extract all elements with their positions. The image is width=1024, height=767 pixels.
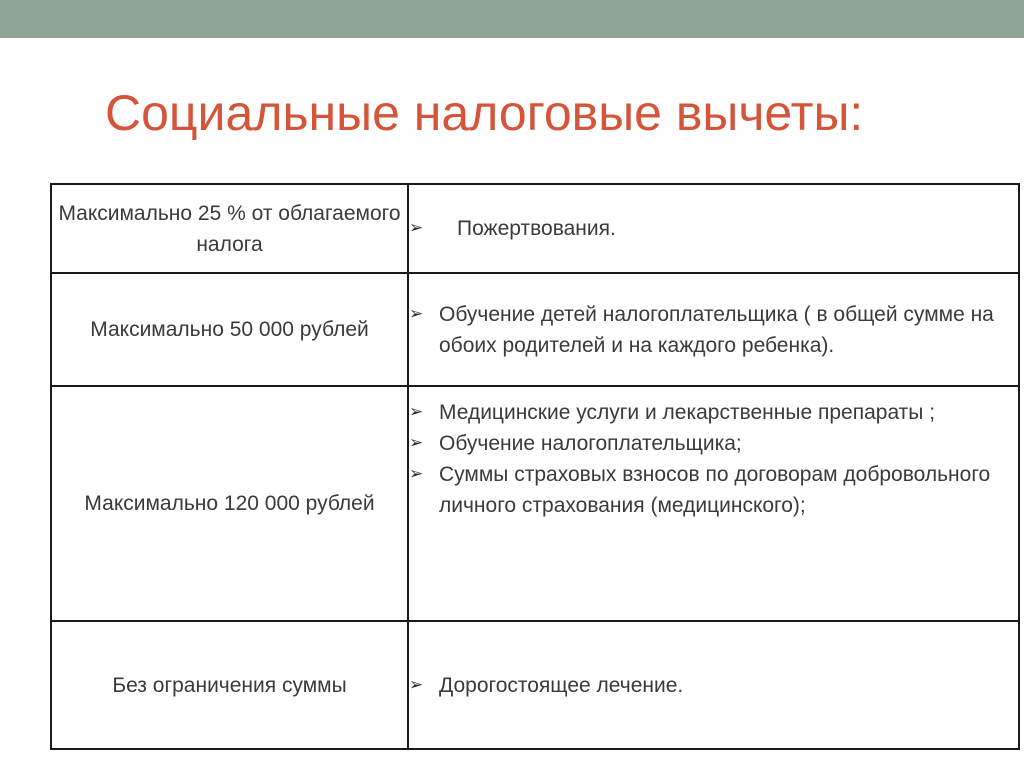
list-item-text: Медицинские услуги и лекарственные препараты ;	[439, 401, 936, 424]
table-row	[51, 184, 1019, 273]
deduction-list	[409, 670, 1018, 701]
deductions-table	[50, 183, 1020, 750]
list-item	[409, 397, 1018, 428]
list-item	[409, 428, 1018, 459]
arrowhead-bullet-icon: ➢	[409, 218, 424, 238]
list-item	[409, 299, 1018, 361]
top-decorative-band	[0, 0, 1024, 38]
list-item-text: Обучение детей налогоплательщика ( в общей сумме на обоих родителей и на каждого ребенка).	[439, 302, 994, 357]
table-row	[51, 386, 1019, 621]
list-item-text: Обучение налогоплательщика;	[439, 432, 742, 455]
arrowhead-bullet-icon: ➢	[409, 402, 424, 422]
items-cell	[408, 386, 1019, 621]
limit-cell: Максимально 120 000 рублей	[51, 386, 408, 621]
table-row	[51, 273, 1019, 386]
arrowhead-bullet-icon: ➢	[409, 464, 424, 484]
list-item	[409, 459, 1018, 521]
items-cell	[408, 621, 1019, 749]
limit-cell: Максимально 50 000 рублей	[51, 273, 408, 386]
list-item-text: Суммы страховых взносов по договорам добровольного личного страхования (медицинского);	[439, 463, 991, 517]
slide-title: Социальные налоговые вычеты:	[105, 85, 864, 141]
deduction-list	[409, 299, 1018, 361]
arrowhead-bullet-icon: ➢	[409, 674, 424, 695]
list-item-text: Пожертвования.	[457, 217, 616, 240]
arrowhead-bullet-icon: ➢	[409, 433, 424, 453]
items-cell	[408, 273, 1019, 386]
deduction-list	[409, 213, 1018, 244]
list-item	[409, 213, 1018, 244]
limit-cell: Без ограничения суммы	[51, 621, 408, 749]
arrowhead-bullet-icon: ➢	[409, 303, 424, 324]
items-cell	[408, 184, 1019, 273]
deduction-list	[409, 397, 1018, 521]
list-item-text: Дорогостоящее лечение.	[439, 673, 684, 697]
limit-cell: Максимально 25 % от облагаемого налога	[51, 184, 408, 273]
table-row	[51, 621, 1019, 749]
list-item	[409, 670, 1018, 701]
